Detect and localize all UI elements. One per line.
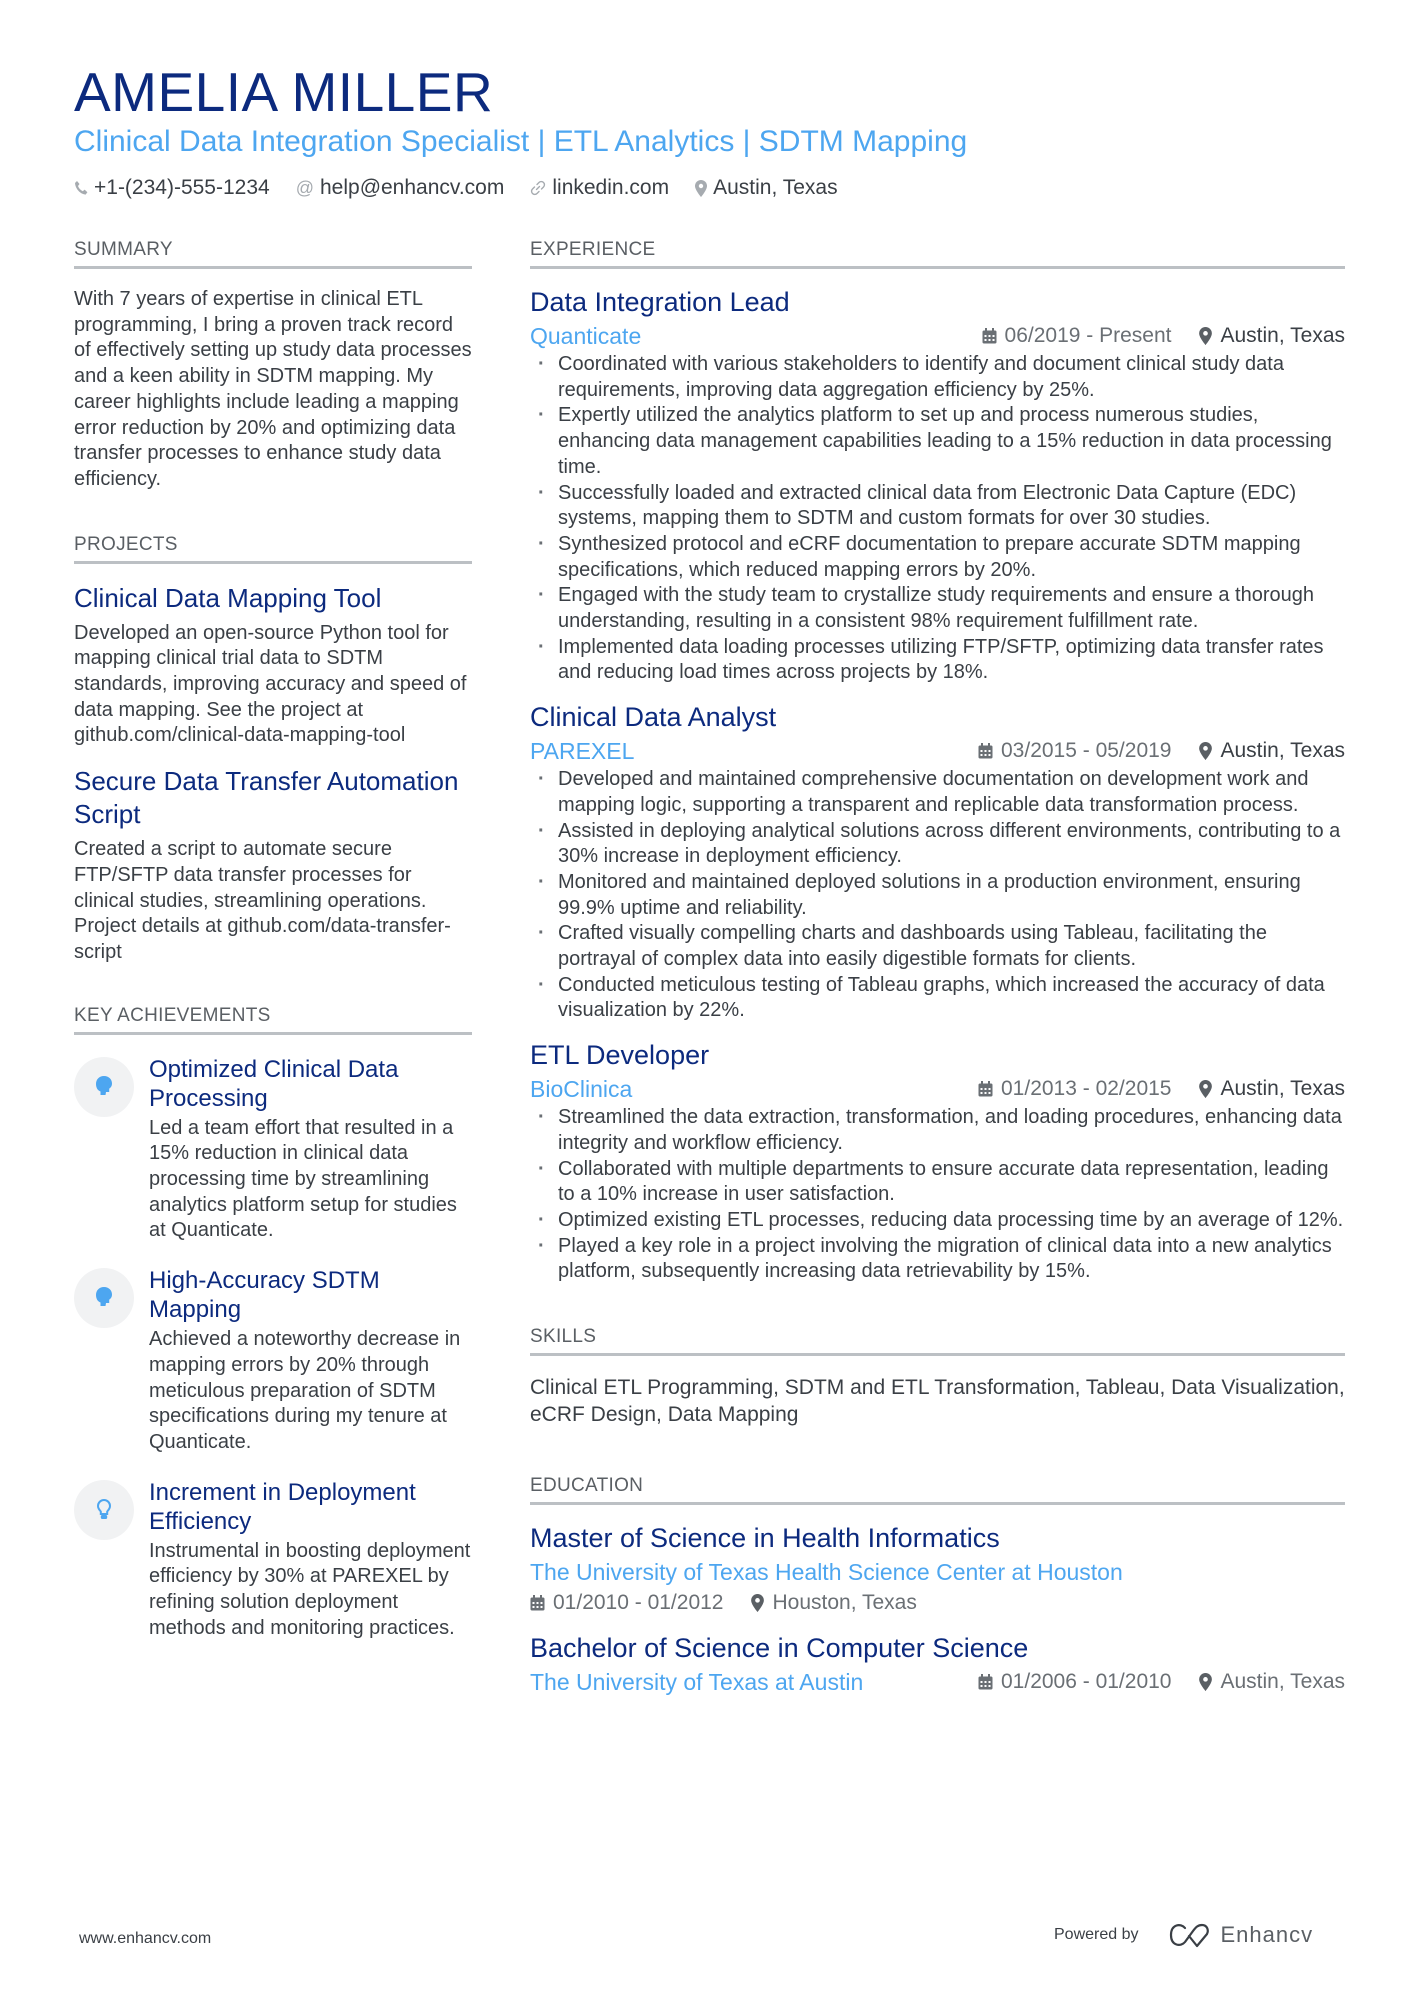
location-pin-icon	[1199, 327, 1212, 345]
achievement-item	[74, 1478, 472, 1642]
job-title: ETL Developer	[530, 1040, 710, 1071]
achievement-body	[149, 1266, 472, 1456]
job-bullet: · Optimized existing ETL processes, reducing data processing time by an average of 12%.	[530, 1208, 1345, 1234]
job-date-location	[982, 324, 1345, 348]
location-pin-icon	[751, 1594, 764, 1612]
location-text: Austin, Texas	[713, 176, 838, 199]
job-entry	[530, 1038, 1345, 1285]
job-dates	[978, 1077, 1171, 1101]
phone-text: +1-(234)-555-1234	[94, 176, 270, 199]
job-meta	[530, 736, 1345, 766]
job-location	[1199, 1077, 1345, 1101]
skills-section	[530, 1325, 1345, 1428]
contact-email[interactable]	[296, 176, 505, 200]
job-bullet: · Expertly utilized the analytics platform to set up and process numerous studies, enhancing data management capabilities leading to a 15% reduction in data processing time.	[530, 403, 1345, 480]
location-pin-icon	[1199, 1673, 1212, 1691]
candidate-name: AMELIA MILLER	[74, 61, 494, 123]
job-location	[1199, 324, 1345, 348]
powered-by-label: Powered by	[1054, 1926, 1139, 1943]
education-meta	[530, 1591, 1345, 1615]
project-description: Created a script to automate secure FTP/SFTP data transfer processes for clinical studies, streamlining operations. Project details at github.com/data-transfer-script	[74, 838, 451, 963]
job-title: Data Integration Lead	[530, 287, 790, 317]
job-location	[1199, 739, 1345, 763]
job-bullet: · Implemented data loading processes utilizing FTP/SFTP, optimizing data transfer rates and reducing load times across projects by 18%.	[530, 635, 1345, 686]
job-bullet: · Successfully loaded and extracted clinical data from Electronic Data Capture (EDC) systems, mapping them to SDTM and custom formats for over 30 studies.	[530, 481, 1345, 532]
enhancv-brand-text: Enhancv	[1220, 1922, 1314, 1947]
job-bullets	[530, 1105, 1345, 1285]
education-dates-text: 01/2006 - 01/2010	[1001, 1670, 1172, 1694]
company-name: PAREXEL	[530, 738, 635, 765]
education-section	[530, 1474, 1345, 1697]
calendar-icon	[978, 743, 993, 759]
job-title: Clinical Data Analyst	[530, 702, 777, 733]
location-pin-icon	[1199, 742, 1212, 760]
job-bullets	[530, 352, 1345, 686]
enhancv-logo-icon	[1167, 1922, 1213, 1948]
job-bullet: · Synthesized protocol and eCRF documentation to prepare accurate SDTM mapping specifications, which reduced mapping errors by 20%.	[530, 532, 1345, 583]
job-bullet: · Monitored and maintained deployed solutions in a production environment, ensuring 99.9% uptime and reliability.	[530, 870, 1345, 921]
resume-header	[74, 62, 1344, 200]
achievements-section	[74, 1004, 472, 1642]
education-location	[751, 1591, 916, 1615]
education-heading: EDUCATION	[530, 1474, 1345, 1505]
degree-title: Bachelor of Science in Computer Science	[530, 1633, 1029, 1664]
projects-heading: PROJECTS	[74, 533, 472, 564]
link-icon	[530, 180, 546, 196]
job-dates	[982, 324, 1172, 348]
job-location-text: Austin, Texas	[1220, 1077, 1345, 1101]
education-location-text: Houston, Texas	[772, 1591, 917, 1615]
achievement-body	[149, 1478, 472, 1642]
skills-text: Clinical ETL Programming, SDTM and ETL Transformation, Tableau, Data Visualization, eCRF Design, Data Mapping	[530, 1376, 1345, 1427]
job-bullet: · Conducted meticulous testing of Tableau graphs, which increased the accuracy of data visualization by 22%.	[530, 973, 1345, 1024]
company-name: Quanticate	[530, 323, 642, 349]
summary-heading: SUMMARY	[74, 238, 472, 269]
project-item	[74, 765, 472, 966]
job-bullet: · Streamlined the data extraction, transformation, and loading procedures, enhancing data integrity and workflow efficiency.	[530, 1105, 1345, 1156]
education-dates	[530, 1591, 723, 1615]
project-description: Developed an open-source Python tool for mapping clinical trial data to SDTM standards, improving accuracy and speed of data mapping. See the project at github.com/clinical-data-mapping-tool	[74, 621, 467, 747]
job-dates	[978, 739, 1171, 763]
project-title: Clinical Data Mapping Tool	[74, 582, 382, 613]
location-pin-icon	[1199, 1080, 1212, 1098]
degree-title: Master of Science in Health Informatics	[530, 1523, 1000, 1554]
summary-text: With 7 years of expertise in clinical ETL programming, I bring a proven track record of effectively setting up study data processes and a keen ability in SDTM mapping. My career highlights include leading a mapping error reduction by 20% and optimizing data transfer processes to enhance study data efficiency.	[74, 288, 472, 490]
achievement-description: Led a team effort that resulted in a 15% reduction in clinical data processing time by streamlining analytics platform setup for studies at Quanticate.	[149, 1116, 457, 1242]
education-dates-text: 01/2010 - 01/2012	[553, 1591, 724, 1615]
job-meta	[530, 321, 1345, 351]
summary-section	[74, 238, 472, 493]
job-bullet: · Developed and maintained comprehensive documentation on development work and mapping logic, supporting a transparent and replicable data transformation process.	[530, 767, 1345, 818]
company-name: BioClinica	[530, 1076, 633, 1103]
brain-head-icon	[74, 1057, 134, 1117]
job-bullet: · Collaborated with multiple departments to ensure accurate data representation, leading to a 10% increase in user satisfaction.	[530, 1157, 1345, 1208]
achievement-item	[74, 1266, 472, 1456]
job-entry	[530, 700, 1345, 1024]
achievements-heading: KEY ACHIEVEMENTS	[74, 1004, 472, 1035]
experience-section	[530, 238, 1345, 1285]
job-bullet: · Crafted visually compelling charts and dashboards using Tableau, facilitating the portrayal of complex data into easily digestible formats for clients.	[530, 921, 1345, 972]
job-bullets	[530, 767, 1345, 1024]
skills-heading: SKILLS	[530, 1325, 1345, 1356]
calendar-icon	[982, 328, 997, 344]
job-date-location	[978, 1077, 1345, 1101]
calendar-icon	[978, 1081, 993, 1097]
calendar-icon	[530, 1595, 545, 1611]
education-location-text: Austin, Texas	[1220, 1670, 1345, 1694]
education-date-location	[978, 1670, 1345, 1694]
calendar-icon	[978, 1674, 993, 1690]
candidate-title: Clinical Data Integration Specialist | ETL Analytics | SDTM Mapping	[74, 125, 968, 158]
job-dates-text: 06/2019 - Present	[1004, 324, 1172, 347]
job-dates-text: 03/2015 - 05/2019	[1001, 739, 1172, 763]
project-item	[74, 582, 472, 750]
achievement-body	[149, 1055, 472, 1245]
at-icon: @	[295, 177, 314, 198]
contact-location	[695, 176, 838, 200]
job-entry	[530, 285, 1345, 686]
linkedin-text: linkedin.com	[552, 176, 670, 199]
job-bullet: · Engaged with the study team to crystallize study requirements and ensure a thorough understanding, resulting in a consistent 98% requirement fulfillment rate.	[530, 583, 1345, 634]
footer-website[interactable]: www.enhancv.com	[79, 1930, 212, 1947]
achievement-title: Optimized Clinical Data Processing	[149, 1055, 399, 1112]
school-name: The University of Texas Health Science Center at Houston	[530, 1559, 1123, 1586]
job-location-text: Austin, Texas	[1220, 739, 1345, 763]
education-item	[530, 1521, 1345, 1615]
brain-head-icon	[74, 1268, 134, 1328]
right-column	[530, 238, 1345, 1697]
achievement-item	[74, 1055, 472, 1245]
footer-branding	[1054, 1922, 1313, 1948]
location-pin-icon	[695, 180, 707, 197]
left-column	[74, 238, 472, 1642]
project-title: Secure Data Transfer Automation Script	[74, 766, 459, 830]
education-dates	[978, 1670, 1171, 1694]
job-location-text: Austin, Texas	[1220, 324, 1345, 347]
achievement-title: High-Accuracy SDTM Mapping	[149, 1267, 380, 1324]
job-bullet: · Assisted in deploying analytical solutions across different environments, contributing to a 30% increase in deployment efficiency.	[530, 819, 1345, 870]
phone-icon	[74, 180, 88, 196]
contact-linkedin[interactable]	[530, 176, 669, 200]
education-meta	[530, 1667, 1345, 1697]
projects-section	[74, 533, 472, 966]
achievement-description: Instrumental in boosting deployment efficiency by 30% at PAREXEL by refining solution deployment methods and monitoring practices.	[149, 1539, 471, 1639]
job-date-location	[978, 739, 1345, 763]
email-text: help@enhancv.com	[319, 176, 505, 199]
education-location	[1199, 1670, 1345, 1694]
job-bullet: · Coordinated with various stakeholders to identify and document clinical study data requirements, improving data aggregation efficiency by 25%.	[530, 352, 1345, 403]
school-name: The University of Texas at Austin	[530, 1669, 864, 1696]
job-dates-text: 01/2013 - 02/2015	[1001, 1077, 1172, 1101]
lightbulb-icon	[74, 1480, 134, 1540]
contact-bar	[74, 176, 1344, 200]
achievement-title: Increment in Deployment Efficiency	[149, 1478, 416, 1535]
contact-phone[interactable]	[74, 176, 270, 200]
experience-heading: EXPERIENCE	[530, 238, 1345, 269]
education-item	[530, 1631, 1345, 1697]
job-meta	[530, 1074, 1345, 1104]
job-bullet: · Played a key role in a project involving the migration of clinical data into a new analytics platform, subsequently increasing data retrievability by 15%.	[530, 1234, 1345, 1285]
achievement-description: Achieved a noteworthy decrease in mapping errors by 20% through meticulous preparation of SDTM specifications during my tenure at Quanticate.	[149, 1328, 461, 1453]
